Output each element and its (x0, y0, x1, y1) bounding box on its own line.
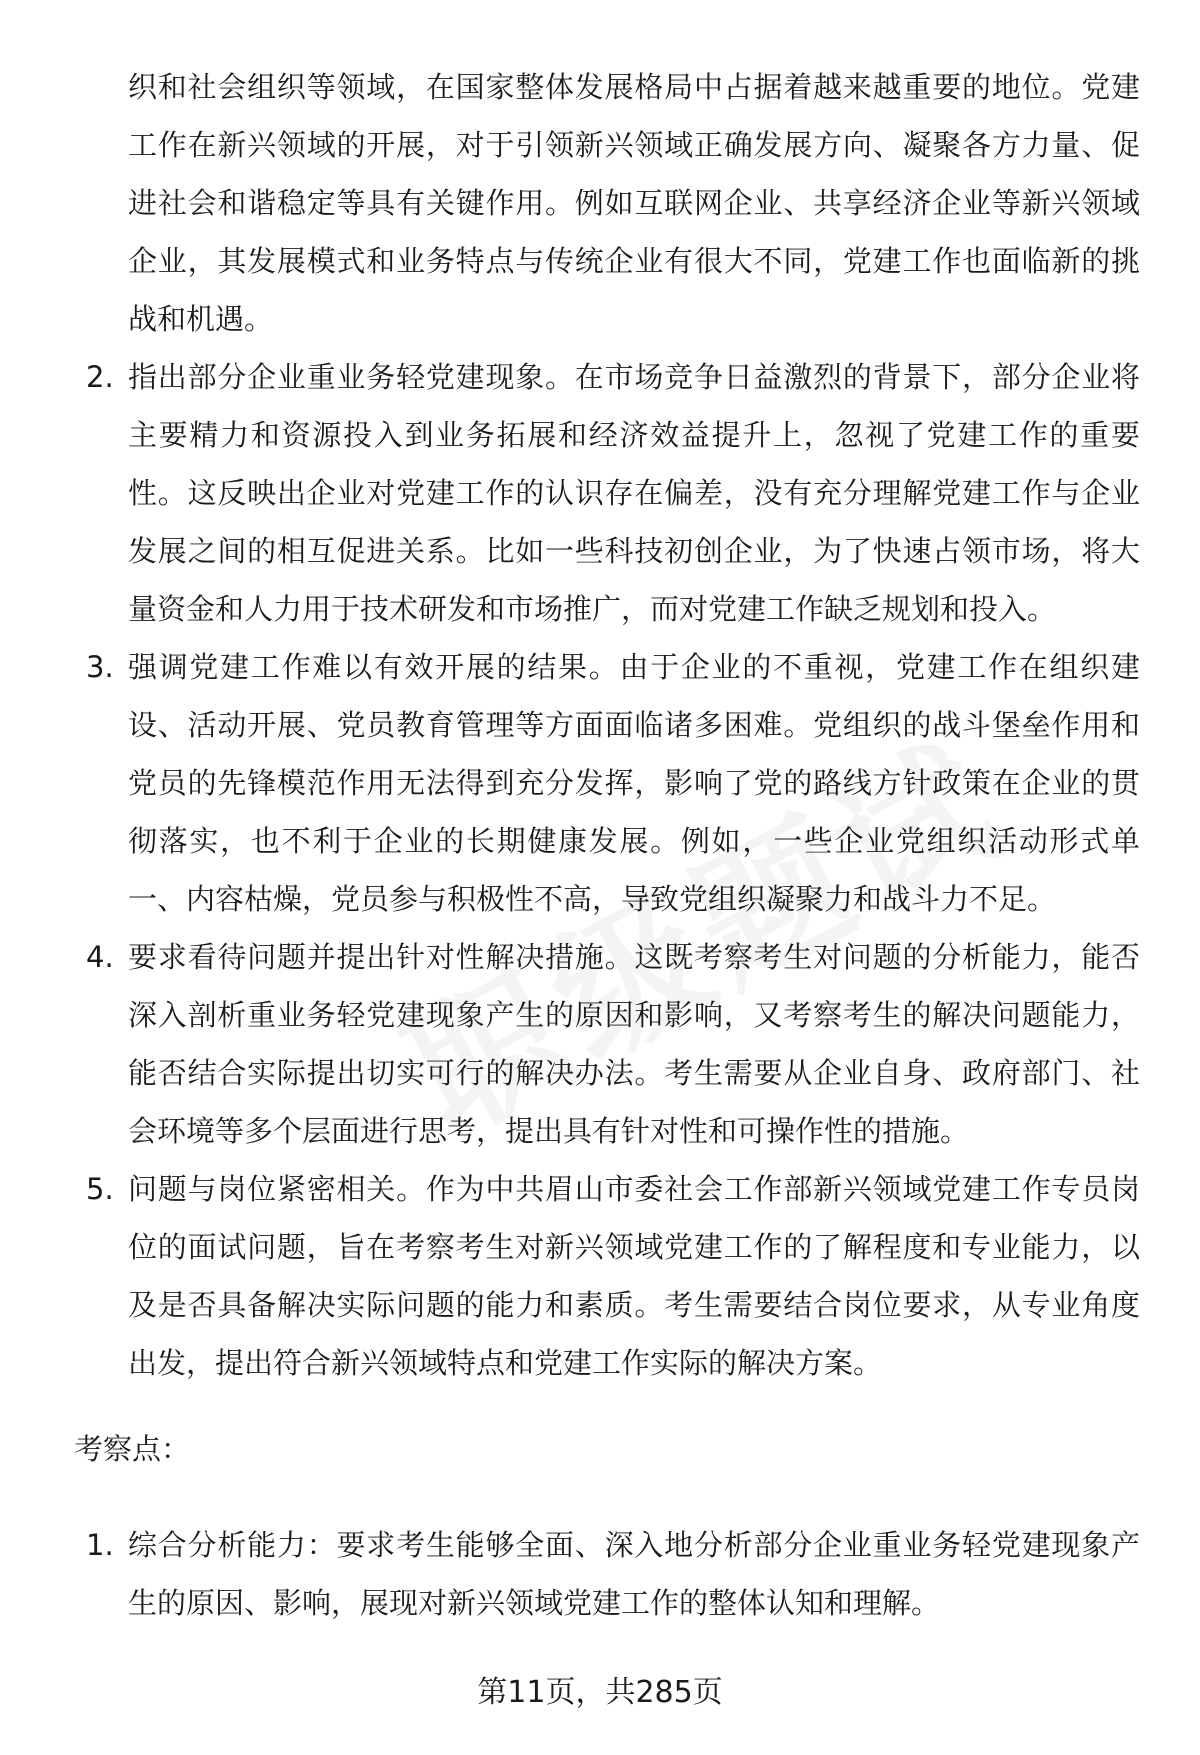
page-footer (0, 1668, 1200, 1718)
list-item-number: 3. (86, 650, 114, 684)
points-numbered-list (0, 1516, 1200, 1632)
list-item-text: 综合分析能力：要求考生能够全面、深入地分析部分企业重业务轻党建现象产生的原因、影响，展现对新兴领域党建工作的整体认知和理解。 (128, 1528, 1140, 1620)
list-item (0, 1160, 1140, 1392)
list-item (0, 348, 1140, 638)
list-item-number: 1. (86, 1528, 114, 1562)
page-number-label: 第11页，共285页 (477, 1675, 723, 1710)
list-item-number: 2. (86, 360, 114, 394)
section-heading: 考察点： (74, 1432, 191, 1466)
list-item (0, 638, 1140, 928)
list-item-text: 指出部分企业重业务轻党建现象。在市场竞争日益激烈的背景下，部分企业将主要精力和资源投入到业务拓展和经济效益提升上，忽视了党建工作的重要性。这反映出企业对党建工作的认识存在偏差，没有充分理解党建工作与企业发展之间的相互促进关系。比如一些科技初创企业，为了快速占领市场，将大量资金和人力用于技术研发和市场推广，而对党建工作缺乏规划和投入。 (128, 360, 1140, 626)
intro-paragraph: 织和社会组织等领域，在国家整体发展格局中占据着越来越重要的地位。党建工作在新兴领域的开展，对于引领新兴领域正确发展方向、凝聚各方力量、促进社会和谐稳定等具有关键作用。例如互联网企业、共享经济企业等新兴领域企业，其发展模式和业务特点与传统企业有很大不同，党建工作也面临新的挑战和机遇。 (128, 70, 1140, 336)
list-item-text: 问题与岗位紧密相关。作为中共眉山市委社会工作部新兴领域党建工作专员岗位的面试问题，旨在考察考生对新兴领域党建工作的了解程度和专业能力，以及是否具备解决实际问题的能力和素质。考生需要结合岗位要求，从专业角度出发，提出符合新兴领域特点和党建工作实际的解决方案。 (128, 1172, 1140, 1380)
list-item-text: 强调党建工作难以有效开展的结果。由于企业的不重视，党建工作在组织建设、活动开展、党员教育管理等方面面临诸多困难。党组织的战斗堡垒作用和党员的先锋模范作用无法得到充分发挥，影响了党的路线方针政策在企业的贯彻落实，也不利于企业的长期健康发展。例如，一些企业党组织活动形式单一、内容枯燥，党员参与积极性不高，导致党组织凝聚力和战斗力不足。 (128, 650, 1140, 916)
list-item (0, 1516, 1140, 1632)
document-content (0, 58, 1200, 1632)
list-item (0, 928, 1140, 1160)
list-item-text: 要求看待问题并提出针对性解决措施。这既考察考生对问题的分析能力，能否深入剖析重业务轻党建现象产生的原因和影响，又考察考生的解决问题能力，能否结合实际提出切实可行的解决办法。考生需要从企业自身、政府部门、社会环境等多个层面进行思考，提出具有针对性和可操作性的措施。 (128, 940, 1140, 1148)
main-numbered-list (0, 348, 1200, 1392)
list-item-number: 4. (86, 940, 114, 974)
list-item-number: 5. (86, 1172, 114, 1206)
